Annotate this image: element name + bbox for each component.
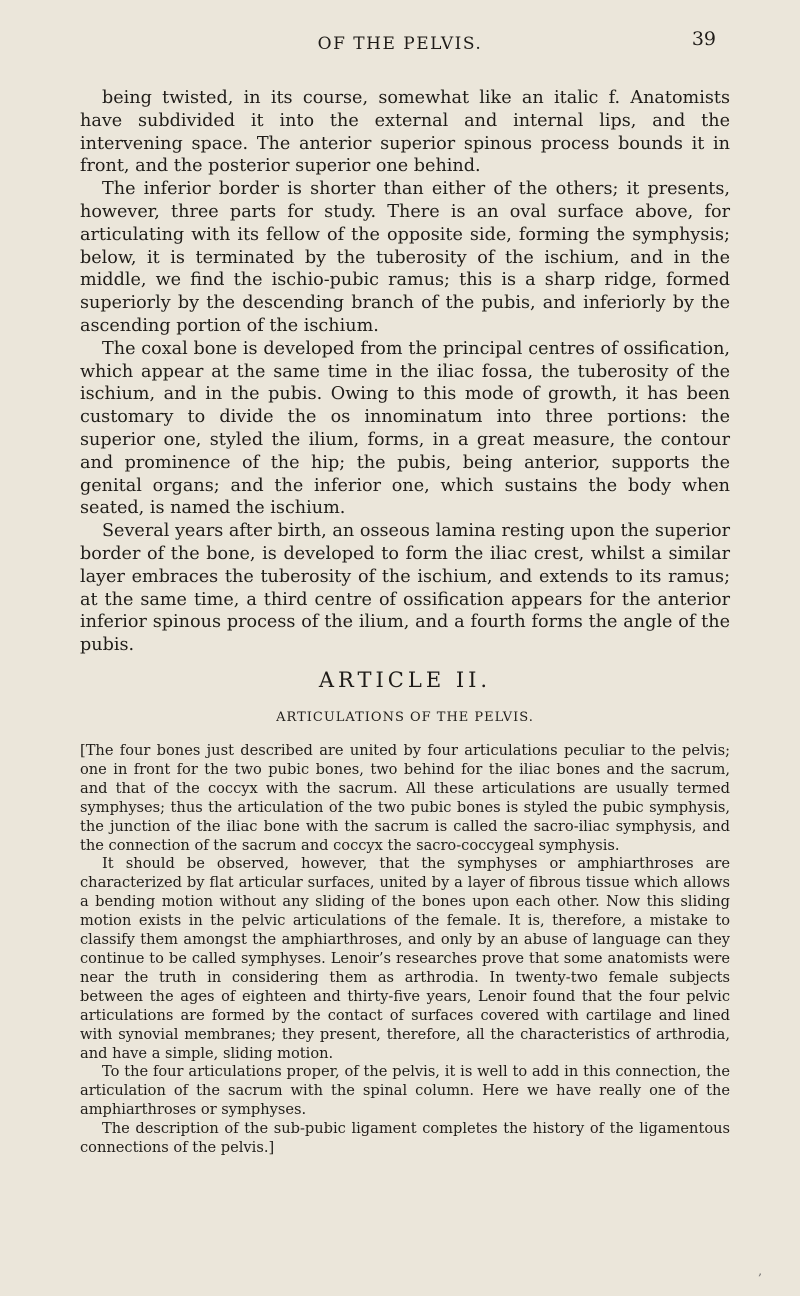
paragraph-inferior-border: The inferior border is shorter than either of the others; it presents, however, three parts for study. There is an oval surface above, for articulating with its fellow of the opposite side, forming the symphysis; below, it is terminated by the tuberosity of the ischium, and in the middle, we find the ischio-pubic ramus; this is a sharp ridge, formed superiorly by the descending branch of the pubis, and inferiorly by the ascending portion of the ischium. (80, 179, 730, 336)
article-text (80, 742, 730, 1158)
paragraph-development: The coxal bone is developed from the principal centres of ossification, which appear at the same time in the iliac fossa, the tuberosity of the ischium, and in the pubis. Owing to this mode of growth, it has been customary to divide the os innominatum into three portions: the superior one, styled the ilium, forms, in a great measure, the contour and prominence of the hip; the pubis, being anterior, supports the genital organs; and the inferior one, which sustains the body when seated, is named the ischium. (80, 338, 730, 519)
paragraph-sub-pubic-ligament: The description of the sub-pubic ligament completes the history of the ligamentous connections of the pelvis.] (80, 1120, 730, 1157)
paragraph-ossification: Several years after birth, an osseous lamina resting upon the superior border of the bone, is developed to form the iliac crest, whilst a similar layer embraces the tuberosity of the ischium, and extends to its ramus; at the same time, a third centre of ossification appears for the anterior inferior spinous process of the ilium, and a fourth forms the angle of the pubis. (80, 521, 730, 656)
paragraph-symphyses-remark: It should be observed, however, that the symphyses or amphiarthroses are characterized by flat articular surfaces, united by a layer of fibrous tissue which allows a bending motion without any sliding of the bones upon each other. Now this sliding motion exists in the pelvic articulations of the female. It is, therefore, a mistake to classify them amongst the amphiarthroses, and only by an abuse of language can they continue to be called symphyses. Lenoir’s researches prove that some anatomists were near the truth in considering them as arthrodia. In twenty-two female subjects between the ages of eighteen and thirty-five years, Lenoir found that the four pelvic articulations are formed by the contact of surfaces covered with cartilage and lined with synovial membranes; they present, therefore, all the characteristics of arthrodia, and have a simple, sliding motion. (80, 855, 730, 1062)
main-text (80, 87, 730, 657)
print-mark: ‚ (758, 1264, 762, 1278)
page-number: 39 (691, 28, 716, 50)
page-header (0, 24, 800, 54)
running-title: OF THE PELVIS. (317, 34, 483, 54)
paragraph-articulations-intro: [The four bones just described are united by four articulations peculiar to the pelvis; one in front for the two pubic bones, two behind for the iliac bones and the sacrum, and that of the coccyx with the sacrum. All these articulations are usually termed symphyses; thus the articulation of the two pubic bones is styled the pubic symphysis, the junction of the iliac bone with the sacrum is called the sacro-iliac symphysis, and the connection of the sacrum and coccyx the sacro-coccygeal symphysis. (80, 742, 730, 854)
paragraph-crest-continued: being twisted, in its course, somewhat like an italic f. Anatomists have subdivided it into the external and internal lips, and the intervening space. The anterior superior spinous process bounds it in front, and the posterior superior one behind. (80, 88, 730, 177)
article-subheading: ARTICULATIONS OF THE PELVIS. (276, 710, 534, 725)
paragraph-four-articulations: To the four articulations proper, of the pelvis, it is well to add in this connection, the articulation of the sacrum with the spinal column. Here we have really one of the amphiarthroses or symphyses. (80, 1063, 730, 1119)
article-heading: ARTICLE II. (318, 668, 492, 692)
